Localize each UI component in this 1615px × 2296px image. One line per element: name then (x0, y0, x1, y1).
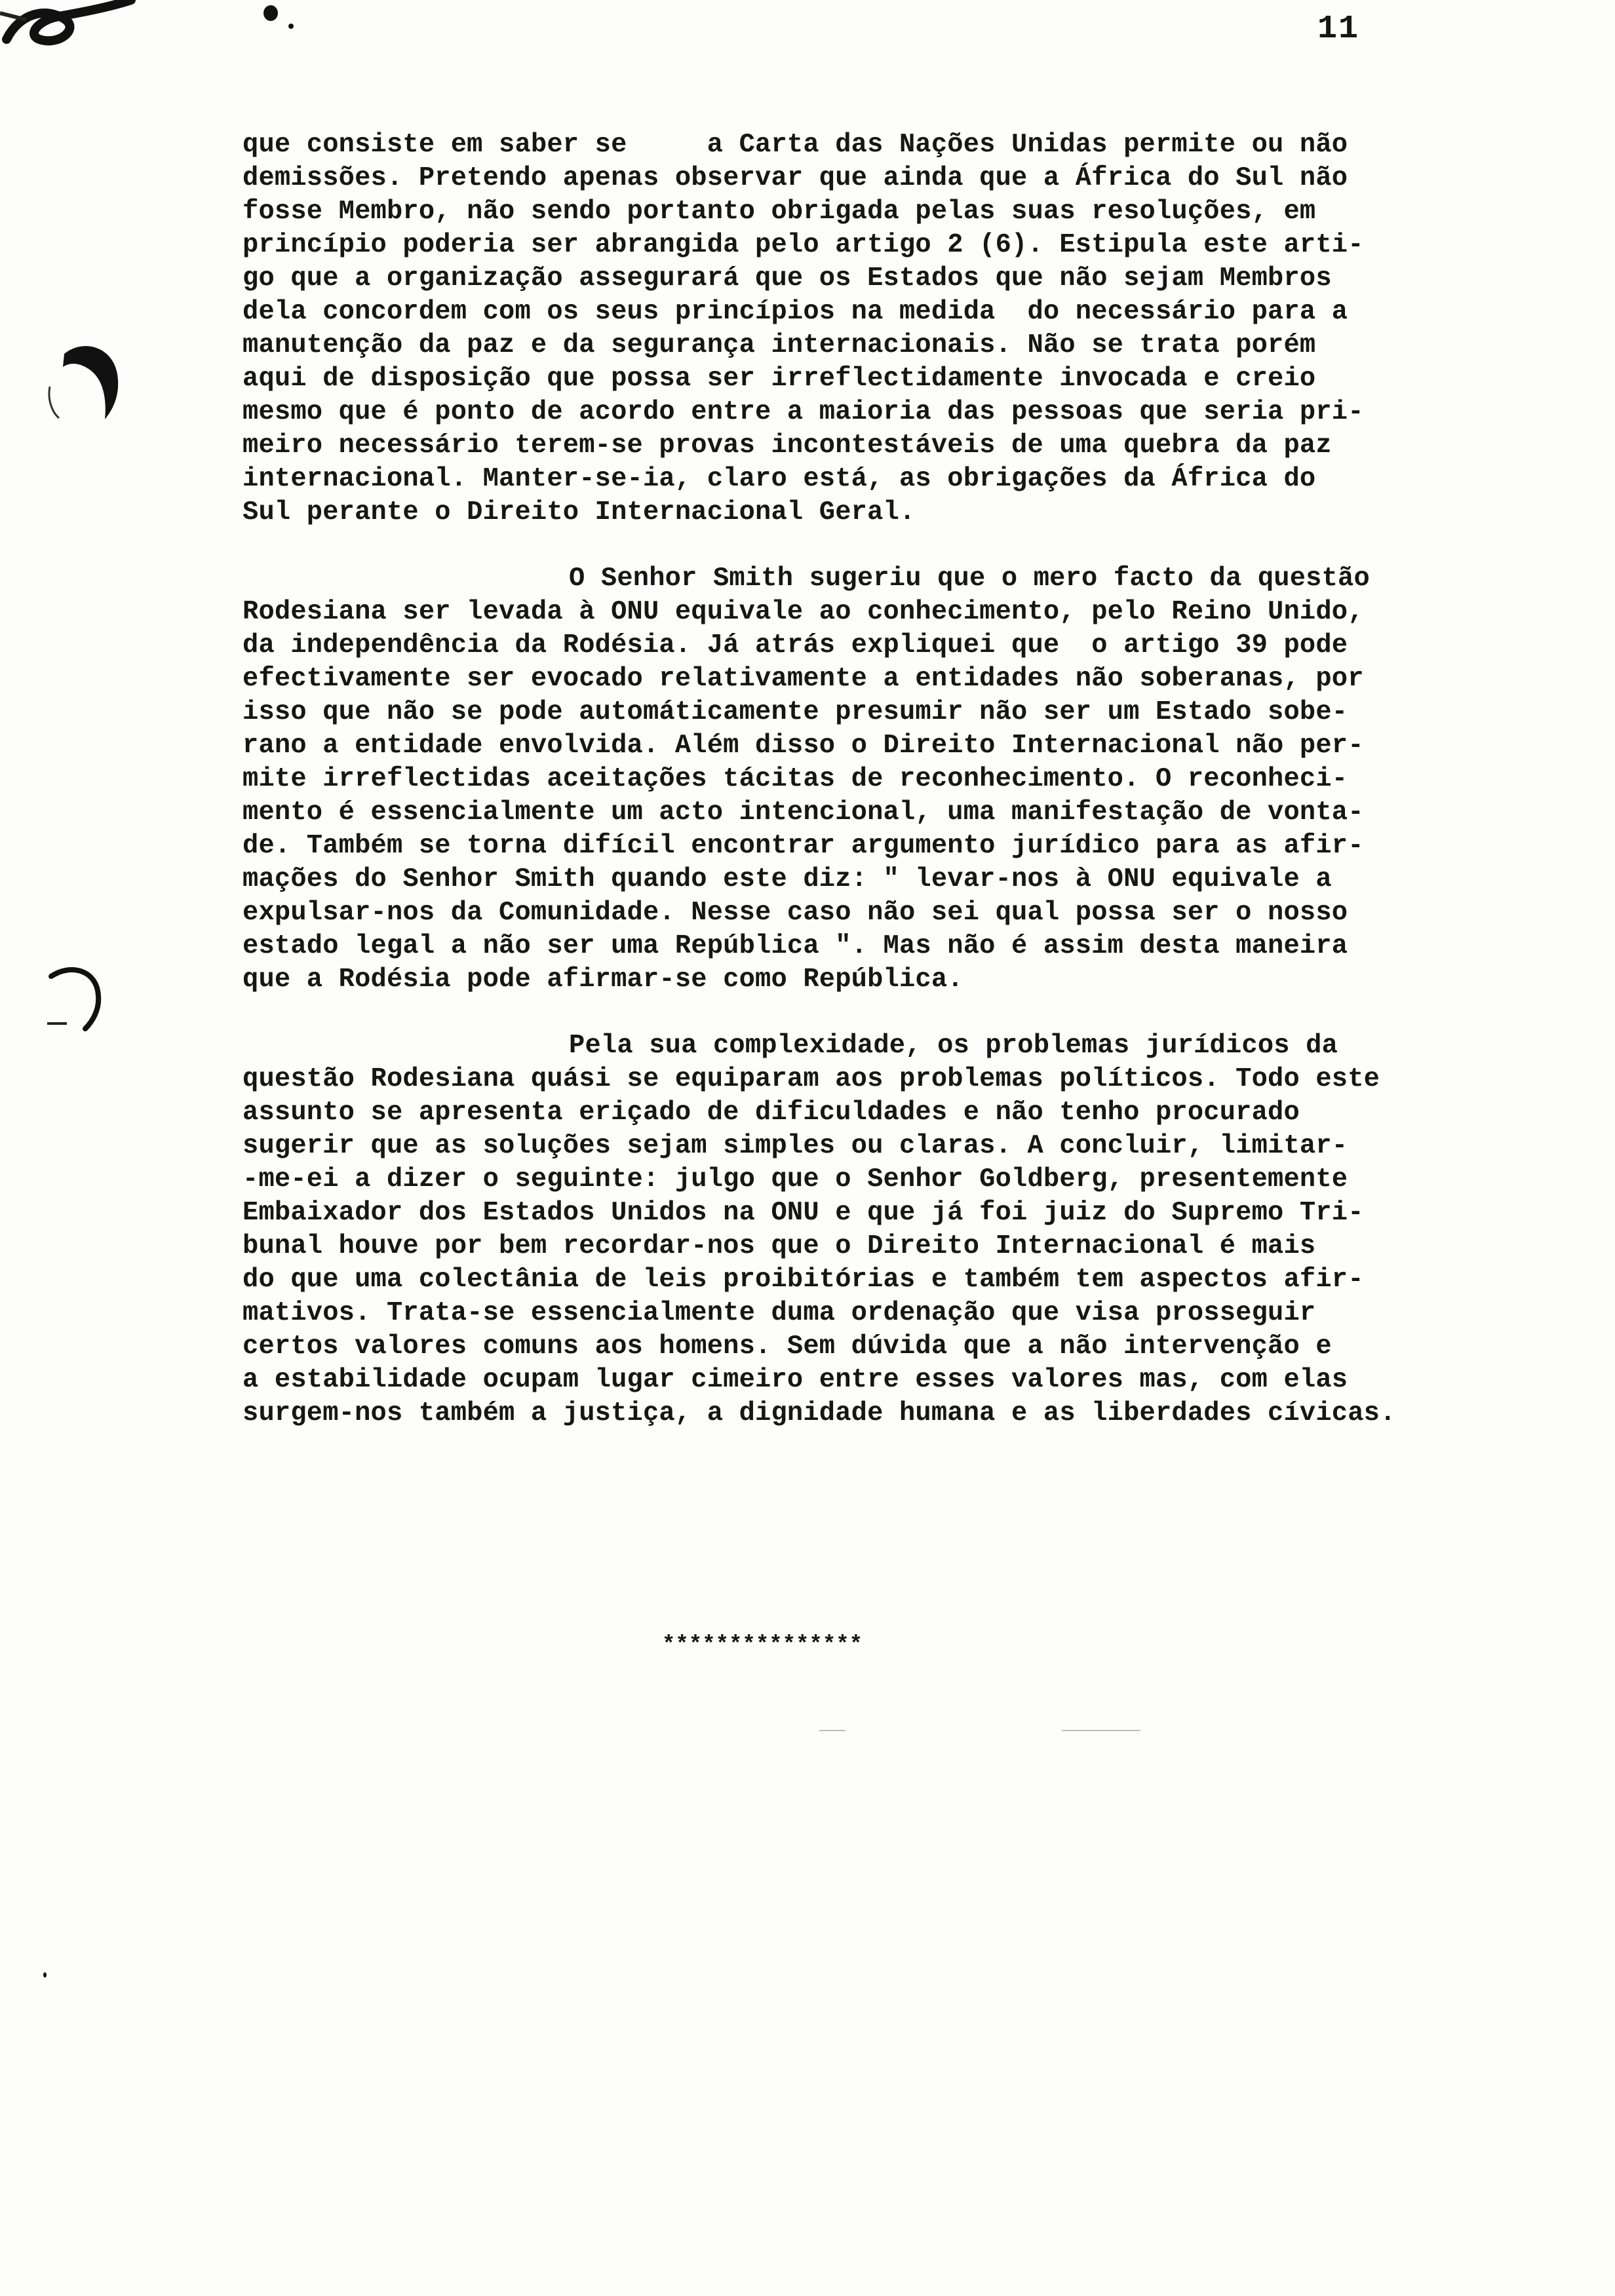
text-line: manutenção da paz e da segurança internacionais. Não se trata porém (243, 330, 1316, 360)
text-line: internacional. Manter-se-ia, claro está, as obrigações da África do (243, 464, 1316, 494)
text-line: assunto se apresenta eriçado de dificuldades e não tenho procurado (243, 1098, 1300, 1128)
text-line: princípio poderia ser abrangida pelo artigo 2 (6). Estipula este arti- (243, 230, 1364, 260)
text-line: Rodesiana ser levada à ONU equivale ao conhecimento, pelo Reino Unido, (243, 597, 1364, 627)
text-line: do que uma colectânia de leis proibitórias e também tem aspectos afir- (243, 1265, 1364, 1295)
text-line: dela concordem com os seus princípios na medida do necessário para a (243, 297, 1348, 327)
text-line: surgem-nos também a justiça, a dignidade humana e as liberdades cívicas. (243, 1398, 1396, 1428)
text-line: go que a organização assegurará que os Estados que não sejam Membros (243, 263, 1332, 294)
ink-dot-icon (43, 1972, 47, 1978)
text-line: a estabilidade ocupam lugar cimeiro entre esses valores mas, com elas (243, 1365, 1348, 1395)
section-separator: *************** (662, 1633, 863, 1658)
text-line: rano a entidade envolvida. Além disso o Direito Internacional não per- (243, 731, 1364, 761)
text-line: da independência da Rodésia. Já atrás expliquei que o artigo 39 pode (243, 630, 1348, 660)
text-line: certos valores comuns aos homens. Sem dúvida que a não intervenção e (243, 1331, 1332, 1362)
scan-smudge (1062, 1730, 1140, 1731)
text-line: efectivamente ser evocado relativamente a entidades não soberanas, por (243, 664, 1364, 694)
text-line: mento é essencialmente um acto intencional, uma manifestação de vonta- (243, 797, 1364, 828)
text-line: mativos. Trata-se essencialmente duma ordenação que visa prosseguir (243, 1298, 1316, 1328)
ink-dot-icon (263, 5, 278, 21)
text-line: mite irreflectidas aceitações tácitas de reconhecimento. O reconheci- (243, 764, 1348, 794)
text-line: mesmo que é ponto de acordo entre a maioria das pessoas que seria pri- (243, 397, 1364, 427)
text-line: mações do Senhor Smith quando este diz: " levar-nos à ONU equivale a (243, 864, 1332, 894)
text-line: -me-ei a dizer o seguinte: julgo que o Senhor Goldberg, presentemente (243, 1164, 1348, 1195)
text-line: isso que não se pode automáticamente presumir não ser um Estado sobe- (243, 697, 1348, 727)
text-line: Embaixador dos Estados Unidos na ONU e que já foi juiz do Supremo Tri- (243, 1198, 1364, 1228)
punch-hole-icon (45, 963, 110, 1035)
text-line: que consiste em saber se a Carta das Nações Unidas permite ou não (243, 130, 1348, 160)
text-line: demissões. Pretendo apenas observar que ainda que a África do Sul não (243, 163, 1348, 193)
text-line: que a Rodésia pode afirmar-se como República. (243, 965, 963, 995)
punch-hole-icon (45, 341, 123, 432)
text-line: de. Também se torna difícil encontrar argumento jurídico para as afir- (243, 831, 1364, 861)
scan-smudge (819, 1730, 846, 1731)
text-line: questão Rodesiana quási se equiparam aos problemas políticos. Todo este (243, 1064, 1380, 1094)
body-text (243, 128, 1409, 1463)
text-line: estado legal a não ser uma República ". Mas não é assim desta maneira (243, 931, 1348, 961)
staple-mark-icon (0, 0, 138, 59)
text-line: expulsar-nos da Comunidade. Nesse caso não sei qual possa ser o nosso (243, 898, 1348, 928)
text-line: Pela sua complexidade, os problemas jurídicos da (569, 1031, 1338, 1061)
text-line: sugerir que as soluções sejam simples ou claras. A concluir, limitar- (243, 1131, 1348, 1161)
text-line: O Senhor Smith sugeriu que o mero facto da questão (569, 564, 1370, 594)
paragraph-1 (243, 128, 1409, 529)
text-line: aqui de disposição que possa ser irreflectidamente invocada e creio (243, 364, 1316, 394)
page-number: 11 (1317, 10, 1360, 48)
text-line: meiro necessário terem-se provas incontestáveis de uma quebra da paz (243, 430, 1332, 461)
text-line: Sul perante o Direito Internacional Geral. (243, 497, 916, 527)
text-line: fosse Membro, não sendo portanto obrigada pelas suas resoluções, em (243, 197, 1316, 227)
ink-dot-icon (288, 24, 294, 29)
paragraph-3 (243, 1029, 1409, 1430)
paragraph-2 (243, 562, 1409, 997)
text-line: bunal houve por bem recordar-nos que o Direito Internacional é mais (243, 1231, 1316, 1261)
